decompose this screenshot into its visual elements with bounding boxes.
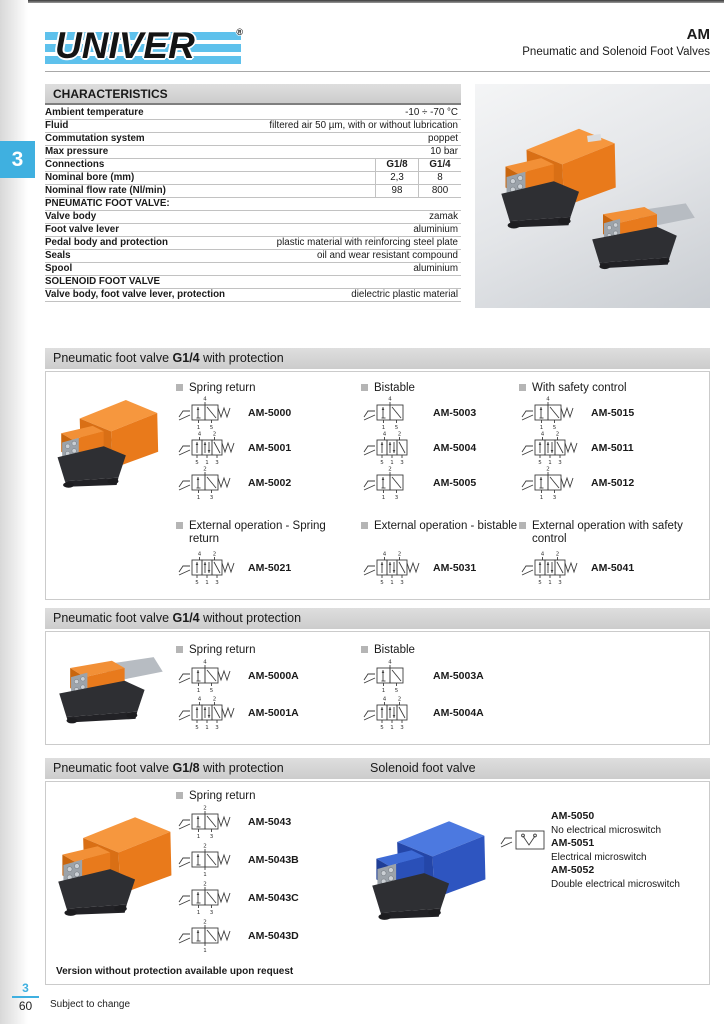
svg-text:5: 5 [538, 459, 542, 466]
scan-edge-top [0, 0, 724, 3]
model-code: AM-5012 [591, 476, 635, 489]
model-desc: Electrical microswitch [551, 851, 647, 863]
svg-text:2: 2 [555, 431, 560, 437]
column-ext-spring [176, 520, 354, 585]
model-code: AM-5000A [248, 669, 299, 682]
svg-text:2: 2 [203, 881, 207, 888]
column-header: With safety control [532, 382, 627, 394]
svg-text:2: 2 [397, 431, 402, 437]
valve-row [176, 803, 356, 841]
valve-symbol-icon [361, 658, 421, 694]
model-code: AM-5043D [248, 930, 299, 942]
valve-symbol-icon [176, 550, 236, 586]
valve-symbol-icon [519, 465, 579, 501]
valve-symbol-icon [176, 465, 236, 501]
svg-text:1: 1 [539, 494, 544, 501]
product-photo-solenoid [366, 794, 501, 949]
registered-mark: ® [236, 27, 243, 37]
model-code: AM-5021 [248, 561, 292, 574]
square-bullet-icon [361, 646, 368, 653]
svg-text:2: 2 [203, 919, 207, 926]
svg-text:5: 5 [209, 424, 214, 431]
table-row: Fluid filtered air 50 µm, with or without lubrication [45, 120, 461, 133]
valve-row [176, 841, 356, 879]
svg-text:1: 1 [205, 579, 209, 586]
column-header: Bistable [374, 382, 415, 394]
svg-text:5: 5 [209, 687, 214, 694]
svg-text:3: 3 [209, 834, 214, 840]
section-title-g18-and-solenoid: Pneumatic foot valve G1/8 with protection Solenoid foot valve [45, 758, 710, 779]
series-code: AM [686, 26, 710, 43]
model-desc: No electrical microswitch [551, 824, 662, 836]
svg-text:3: 3 [215, 579, 219, 586]
column-header: Bistable [374, 644, 415, 656]
valve-row [176, 550, 354, 585]
svg-text:3: 3 [400, 724, 404, 731]
product-photo-g14-unprotected [52, 638, 170, 743]
svg-text:1: 1 [205, 459, 209, 466]
svg-text:5: 5 [195, 459, 199, 466]
svg-text:3: 3 [215, 459, 219, 466]
svg-text:4: 4 [540, 431, 545, 437]
column-bistable [361, 382, 516, 500]
svg-text:3: 3 [400, 459, 404, 466]
svg-text:5: 5 [394, 687, 399, 694]
chapter-number: 3 [12, 981, 39, 998]
product-photo-foot-valves [475, 84, 710, 308]
svg-text:2: 2 [546, 466, 550, 472]
table-row: Valve body zamak [45, 211, 461, 224]
svg-text:2: 2 [203, 805, 207, 812]
svg-text:1: 1 [196, 687, 201, 694]
valve-row [361, 430, 516, 465]
svg-text:4: 4 [388, 396, 392, 402]
svg-text:5: 5 [394, 424, 399, 431]
valve-row [176, 395, 356, 430]
square-bullet-icon [361, 522, 368, 529]
microswitch-symbol-icon [498, 822, 558, 858]
model-code: AM-5004A [433, 706, 484, 719]
column-ext-safety [519, 520, 705, 585]
header-rule [45, 71, 710, 72]
svg-text:1: 1 [548, 459, 552, 466]
svg-text:5: 5 [380, 724, 384, 731]
svg-text:1: 1 [381, 494, 386, 501]
univer-logo [45, 27, 241, 71]
svg-text:1: 1 [390, 459, 394, 466]
characteristics-table [45, 107, 461, 302]
column-header: External operation - bistable [374, 520, 518, 532]
model-code: AM-5004 [433, 441, 477, 454]
valve-symbol-icon [519, 430, 579, 466]
product-photo-g14-protected [52, 380, 172, 510]
table-subheader: SOLENOID FOOT VALVE [45, 276, 461, 289]
valve-symbol-icon [176, 918, 236, 954]
svg-text:5: 5 [538, 579, 542, 586]
model-code: AM-5043B [248, 854, 299, 866]
valve-symbol-icon [176, 395, 236, 431]
section-g14-protected [45, 371, 710, 600]
column-header: External operation with safety control [532, 520, 683, 545]
model-code: AM-5000 [248, 406, 292, 419]
table-row: Valve body, foot valve lever, protection dielectric plastic material [45, 289, 461, 302]
table-row: Nominal flow rate (Nl/min) 98 800 [45, 185, 461, 198]
svg-text:1: 1 [381, 424, 386, 431]
valve-symbol-icon [176, 880, 236, 916]
table-row: Ambient temperature -10 ÷ -70 °C [45, 107, 461, 120]
svg-text:1: 1 [196, 834, 201, 840]
model-code: AM-5051 [551, 837, 595, 849]
valve-row [361, 550, 519, 585]
svg-text:5: 5 [380, 459, 384, 466]
page-number [12, 981, 39, 1013]
column-ext-bistable [361, 520, 519, 585]
valve-row [176, 465, 356, 500]
valve-row [361, 465, 516, 500]
characteristics-header: CHARACTERISTICS [45, 84, 461, 105]
svg-text:3: 3 [552, 494, 557, 501]
valve-row [176, 879, 356, 917]
svg-text:1: 1 [196, 424, 201, 431]
valve-symbol-icon [361, 395, 421, 431]
svg-text:3: 3 [215, 724, 219, 731]
model-code: AM-5005 [433, 476, 477, 489]
svg-text:1: 1 [390, 579, 394, 586]
square-bullet-icon [176, 384, 183, 391]
model-code: AM-5003A [433, 669, 484, 682]
svg-text:4: 4 [382, 696, 387, 702]
svg-text:4: 4 [382, 431, 387, 437]
subject-to-change-note: Subject to change [50, 999, 131, 1010]
svg-text:2: 2 [388, 466, 392, 472]
model-code: AM-5043 [248, 816, 292, 828]
svg-text:1: 1 [381, 687, 386, 694]
table-row: Commutation system poppet [45, 133, 461, 146]
table-subheader: PNEUMATIC FOOT VALVE: [45, 198, 461, 211]
square-bullet-icon [361, 384, 368, 391]
svg-text:3: 3 [400, 579, 404, 586]
brand-name: UNIVER [55, 25, 195, 66]
valve-row [176, 917, 356, 955]
valve-row [361, 657, 541, 694]
solenoid-section-title: Solenoid foot valve [370, 761, 476, 775]
svg-text:3: 3 [558, 579, 562, 586]
svg-text:4: 4 [388, 659, 392, 665]
svg-text:1: 1 [196, 494, 201, 501]
svg-text:1: 1 [390, 724, 394, 731]
column-bistable [361, 644, 541, 731]
svg-text:2: 2 [397, 696, 402, 702]
section-g18-and-solenoid [45, 781, 710, 985]
column-spring-return [176, 644, 356, 731]
table-row: Spool aluminium [45, 263, 461, 276]
valve-symbol-icon [176, 842, 236, 878]
svg-text:3: 3 [558, 459, 562, 466]
valve-symbol-icon [176, 695, 236, 731]
valve-row [519, 465, 701, 500]
column-safety-control [519, 382, 701, 500]
svg-text:5: 5 [195, 724, 199, 731]
svg-text:3: 3 [209, 910, 214, 916]
valve-symbol-icon [519, 550, 579, 586]
section-g14-unprotected [45, 631, 710, 745]
svg-text:3: 3 [209, 494, 214, 501]
square-bullet-icon [519, 384, 526, 391]
valve-symbol-icon [361, 465, 421, 501]
valve-row [519, 395, 701, 430]
valve-symbol-icon [176, 804, 236, 840]
table-row: Pedal body and protection plastic material with reinforcing steel plate [45, 237, 461, 250]
model-desc: Double electrical microswitch [551, 878, 680, 890]
valve-row [176, 657, 356, 694]
svg-text:4: 4 [197, 431, 202, 437]
chapter-tab: 3 [0, 141, 35, 178]
svg-text:2: 2 [555, 551, 560, 557]
valve-symbol-icon [176, 430, 236, 466]
section-title-g14-protected: Pneumatic foot valve G1/4 with protection [45, 348, 710, 369]
svg-text:5: 5 [380, 579, 384, 586]
valve-symbol-icon [361, 550, 421, 586]
model-code: AM-5031 [433, 561, 477, 574]
svg-text:1: 1 [548, 579, 552, 586]
svg-text:1: 1 [203, 948, 207, 954]
svg-text:3: 3 [394, 494, 399, 501]
svg-text:2: 2 [212, 551, 217, 557]
model-code: AM-5050 [551, 810, 595, 822]
svg-text:4: 4 [546, 396, 550, 402]
table-row: Max pressure 10 bar [45, 146, 461, 159]
section-title-g14-unprotected: Pneumatic foot valve G1/4 without protection [45, 608, 710, 629]
header-right [522, 26, 710, 58]
svg-text:4: 4 [203, 396, 207, 402]
solenoid-model-list [551, 810, 721, 891]
square-bullet-icon [519, 522, 526, 529]
valve-row [361, 395, 516, 430]
svg-text:4: 4 [203, 659, 207, 665]
valve-row [176, 430, 356, 465]
svg-text:2: 2 [397, 551, 402, 557]
square-bullet-icon [176, 792, 183, 799]
svg-text:4: 4 [540, 551, 545, 557]
valve-row [176, 694, 356, 731]
availability-note: Version without protection available upon request [56, 966, 294, 977]
model-code: AM-5002 [248, 476, 292, 489]
svg-text:5: 5 [195, 579, 199, 586]
svg-text:2: 2 [212, 696, 217, 702]
model-code: AM-5041 [591, 561, 635, 574]
svg-text:1: 1 [205, 724, 209, 731]
table-row: Nominal bore (mm) 2,3 8 [45, 172, 461, 185]
column-header: Spring return [189, 790, 256, 802]
table-row: Foot valve lever aluminium [45, 224, 461, 237]
valve-symbol-icon [361, 430, 421, 466]
valve-row [519, 550, 705, 585]
model-code: AM-5001A [248, 706, 299, 719]
svg-text:4: 4 [197, 551, 202, 557]
model-code: AM-5011 [591, 441, 634, 454]
column-spring-return [176, 382, 356, 500]
valve-row [361, 694, 541, 731]
svg-text:2: 2 [203, 843, 207, 850]
column-spring-return [176, 790, 356, 955]
valve-row [519, 430, 701, 465]
model-code: AM-5043C [248, 892, 299, 904]
page-title: Pneumatic and Solenoid Foot Valves [522, 46, 710, 58]
square-bullet-icon [176, 522, 183, 529]
page-value: 60 [18, 999, 33, 1013]
svg-text:1: 1 [203, 872, 207, 878]
product-photo-g18-protected [52, 790, 187, 945]
model-code: AM-5015 [591, 406, 635, 419]
svg-text:2: 2 [203, 466, 207, 472]
column-header: External operation - Spring return [189, 520, 326, 545]
svg-text:5: 5 [552, 424, 557, 431]
valve-symbol-icon [519, 395, 579, 431]
model-code: AM-5052 [551, 864, 595, 876]
valve-symbol-icon [176, 658, 236, 694]
square-bullet-icon [176, 646, 183, 653]
model-code: AM-5001 [248, 441, 292, 454]
svg-text:4: 4 [197, 696, 202, 702]
svg-text:1: 1 [539, 424, 544, 431]
column-header: Spring return [189, 644, 256, 656]
column-header: Spring return [189, 382, 256, 394]
svg-text:4: 4 [382, 551, 387, 557]
table-row: Connections G1/8 G1/4 [45, 159, 461, 172]
valve-symbol-icon [361, 695, 421, 731]
model-code: AM-5003 [433, 406, 477, 419]
svg-text:1: 1 [196, 910, 201, 916]
svg-text:2: 2 [212, 431, 217, 437]
table-row: Seals oil and wear resistant compound [45, 250, 461, 263]
